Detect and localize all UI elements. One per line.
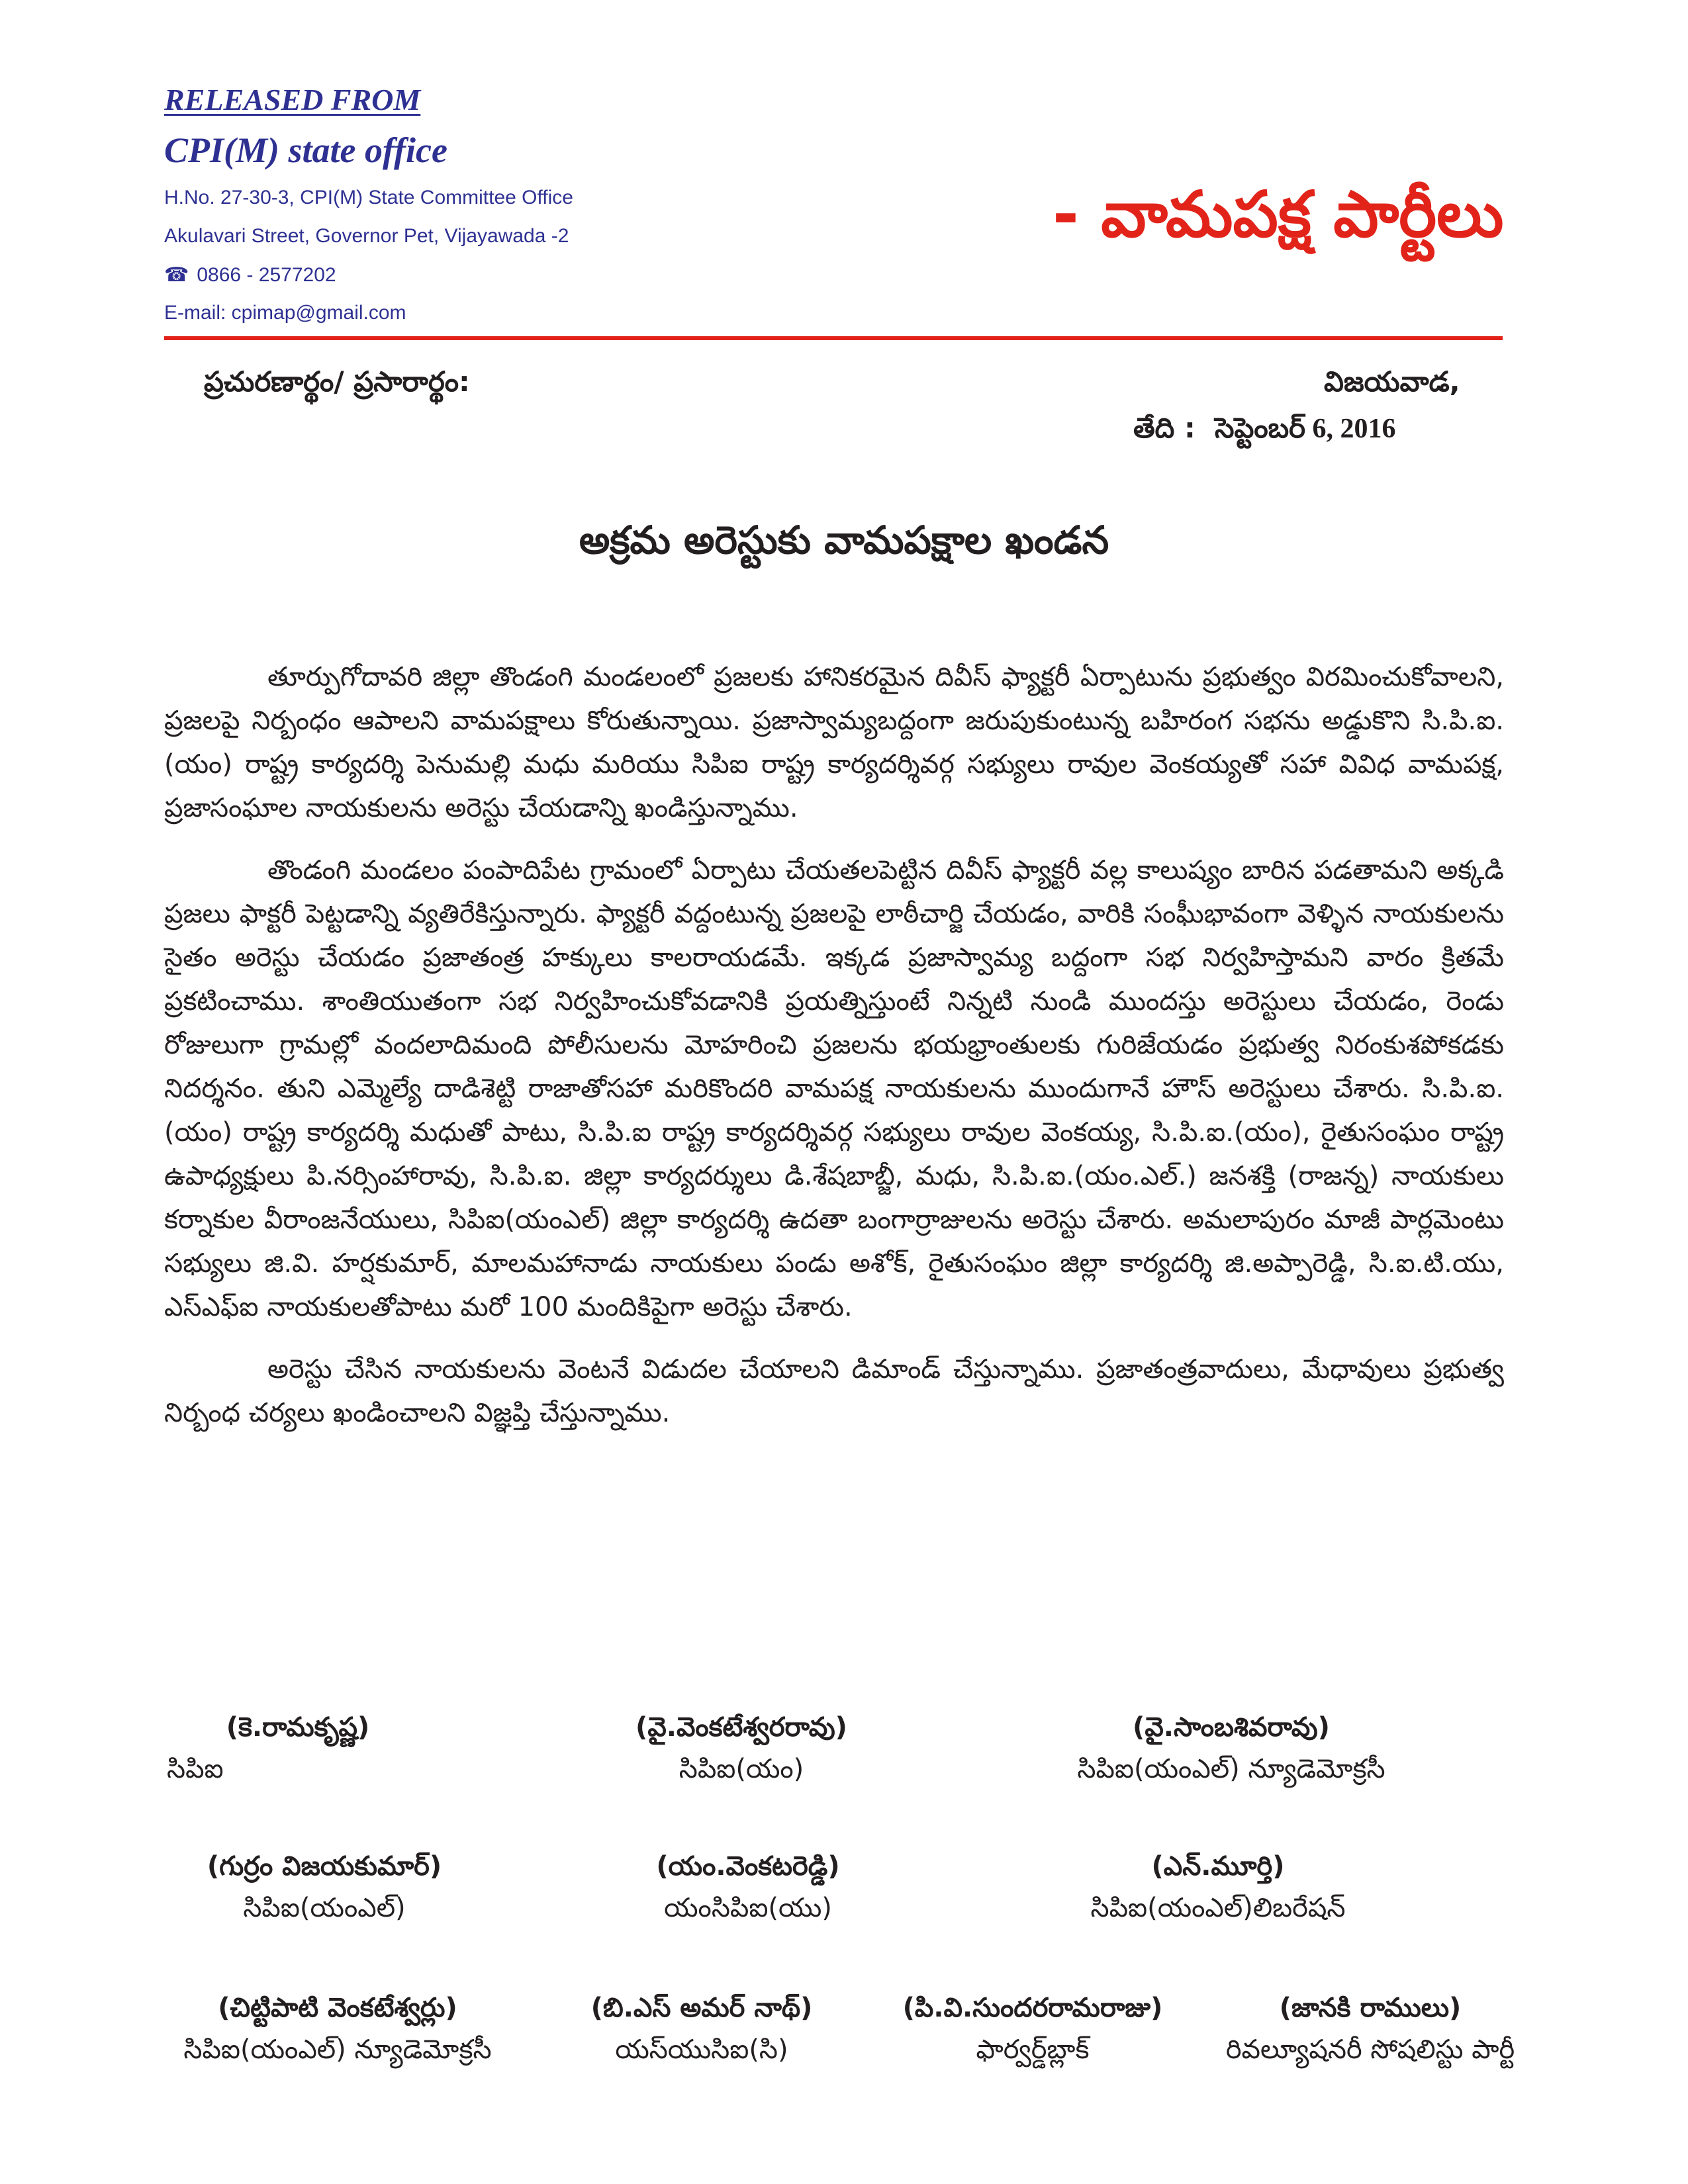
date-value: సెప్టెంబర్ 6, 2016 (1215, 414, 1396, 444)
phone-line (164, 263, 336, 287)
address-line-2: Akulavari Street, Governor Pet, Vijayawada -2 (164, 225, 569, 247)
signatory-party: యస్‌యుసిఐ(సి) (615, 2034, 788, 2065)
signatory-6 (1006, 1846, 1430, 1930)
signatory-3 (993, 1707, 1470, 1791)
signatory-name: (యం.వెంకటరెడ్డి) (656, 1851, 840, 1882)
signatory-name: (బి.ఎస్ అమర్ నాథ్) (590, 1993, 813, 2023)
phone-icon: ☎ (164, 264, 189, 286)
signatory-name: (చిట్టిపాటి వెంకటేశ్వర్లు) (218, 1993, 457, 2023)
signatory-party: సిపిఐ(యంఎల్) న్యూడెమోక్రసీ (1077, 1754, 1385, 1784)
signatory-name: (పి.వి.సుందరరామరాజు) (902, 1993, 1163, 2023)
date-line (1133, 412, 1396, 451)
signatory-5 (576, 1846, 920, 1930)
paragraph-3: అరెస్టు చేసిన నాయకులను వెంటనే విడుదల చేయాలని డిమాండ్ చేస్తున్నాము. ప్రజాతంత్రవాదులు, మేధావులు ప్రభుత్వ నిర్బంధ చర్యలు ఖండించాలని విజ్ఞప్తి చేస్తున్నాము. (164, 1354, 1504, 1428)
signatory-name: (కె.రామకృష్ణ) (226, 1712, 370, 1743)
date-label: తేది : (1133, 412, 1196, 444)
address-line-1: H.No. 27-30-3, CPI(M) State Committee Office (164, 187, 573, 208)
signatory-8 (556, 1988, 847, 2071)
signatory-party: సిపిఐ(యంఎల్) న్యూడెమోక్రసీ (183, 2034, 492, 2065)
signatory-party: సిపిఐ(యంఎల్) (243, 1893, 406, 1923)
signatory-10 (1185, 1988, 1556, 2071)
press-release-heading: అక్రమ అరెస్టుకు వామపక్షాల ఖండన (579, 518, 1109, 563)
signatory-name: (వై.వెంకటేశ్వరరావు) (635, 1712, 847, 1743)
signatory-party: రివల్యూషనరీ సోషలిస్టు పార్టీ (1225, 2034, 1515, 2065)
signatory-name: (జానకి రాములు) (1279, 1993, 1462, 2023)
signatory-name: (వై.సాంబశివరావు) (1133, 1712, 1330, 1743)
signatory-party: సిపిఐ (167, 1754, 224, 1784)
signatory-name: (గుర్రం విజయకుమార్) (207, 1851, 442, 1882)
signatory-2 (569, 1707, 914, 1791)
signatory-4 (159, 1846, 490, 1930)
released-from-label: RELEASED FROM (164, 83, 421, 116)
phone-number: 0866 - 2577202 (197, 264, 336, 286)
signatory-name: (ఎన్.మూర్తి) (1151, 1851, 1285, 1882)
signatory-party: యంసిపిఐ(యు) (664, 1893, 832, 1923)
body-text (164, 655, 1504, 1453)
header-divider (164, 336, 1503, 340)
signatory-party: సిపిఐ(యంఎల్)లిబరేషన్ (1090, 1893, 1346, 1923)
party-title: - వామపక్ష పార్టీలు (1053, 177, 1504, 251)
signatory-1 (159, 1707, 437, 1791)
signatory-party: ఫార్వర్డ్‌బ్లాక్ (976, 2034, 1090, 2065)
signatory-9 (861, 1988, 1205, 2071)
email-line: E-mail: cpimap@gmail.com (164, 302, 406, 324)
paragraph-2: తొండంగి మండలం పంపాదిపేట గ్రామంలో ఏర్పాటు చేయతలపెట్టిన దివీస్ ఫ్యాక్టరీ వల్ల కాలుష్యం బారిన పడతామని అక్కడి ప్రజలు ఫాక్టరీ పెట్టడాన్ని వ్యతిరేకిస్తున్నారు. ఫ్యాక్టరీ వద్దంటున్న ప్రజలపై లాఠీచార్జి చేయడం, వారికి సంఘీభావంగా వెళ్ళిన నాయకులను సైతం అరెస్టు చేయడం ప్రజాతంత్ర హక్కులు కాలరాయడమే. ఇక్కడ ప్రజాస్వామ్య బద్దంగా సభ నిర్వహిస్తామని వారం క్రితమే ప్రకటించాము. శాంతియుతంగా సభ నిర్వహించుకోవడానికి ప్రయత్నిస్తుంటే నిన్నటి నుండి ముందస్తు అరెస్టులు చేయడం, రెండు రోజులుగా గ్రామల్లో వందలాదిమంది పోలీసులను మోహరించి ప్రజలను భయభ్రాంతులకు గురిజేయడం ప్రభుత్వ నిరంకుశపోకడకు నిదర్శనం. తుని ఎమ్మెల్యే దాడిశెట్టి రాజాతోసహా మరికొందరి వామపక్ష నాయకులను ముందుగానే హౌస్ అరెస్టులు చేశారు. సి.పి.ఐ.(యం) రాష్ట్ర కార్యదర్శి మధుతో పాటు, సి.పి.ఐ రాష్ట్ర కార్యదర్శివర్గ సభ్యులు రావుల వెంకయ్య, సి.పి.ఐ.(యం), రైతుసంఘం రాష్ట్ర ఉపాధ్యక్షులు పి.నర్సింహారావు, సి.పి.ఐ. జిల్లా కార్యదర్శులు డి.శేషబాబ్జీ, మధు, సి.పి.ఐ.(యం.ఎల్.) జనశక్తి (రాజన్న) నాయకులు కర్నాకుల వీరాంజనేయులు, సిపిఐ(యంఎల్) జిల్లా కార్యదర్శి ఉదతా బంగార్రాజులను అరెస్టు చేశారు. అమలాపురం మాజీ పార్లమెంటు సభ్యులు జి.వి. హర్షకుమార్, మాలమహానాడు నాయకులు పండు అశోక్, రైతుసంఘం జిల్లా కార్యదర్శి జి.అప్పారెడ్డి, సి.ఐ.టి.యు, ఎస్ఎఫ్ఐ నాయకులతోపాటు మరో 100 మందికిపైగా అరెస్టు చేశారు. (164, 855, 1504, 1322)
office-name: CPI(M) state office (164, 130, 447, 170)
signatory-7 (126, 1988, 549, 2071)
release-label: ప్రచురణార్థం/ ప్రసారార్థం: (204, 365, 470, 398)
paragraph-1: తూర్పుగోదావరి జిల్లా తొండంగి మండలంలో ప్రజలకు హానికరమైన దివీస్ ఫ్యాక్టరీ ఏర్పాటును ప్రభుత్వం విరమించుకోవాలని, ప్రజలపై నిర్బంధం ఆపాలని వామపక్షాలు కోరుతున్నాయి. ప్రజాస్వామ్యబద్దంగా జరుపుకుంటున్న బహిరంగ సభను అడ్డుకొని సి.పి.ఐ.(యం) రాష్ట్ర కార్యదర్శి పెనుమల్లి మధు మరియు సిపిఐ రాష్ట్ర కార్యదర్శివర్గ సభ్యులు రావుల వెంకయ్యతో సహా వివిధ వామపక్ష, ప్రజాసంఘాల నాయకులను అరెస్టు చేయడాన్ని ఖండిస్తున్నాము. (164, 662, 1504, 823)
signatory-party: సిపిఐ(యం) (679, 1754, 804, 1784)
place-label: విజయవాడ, (1324, 365, 1460, 398)
